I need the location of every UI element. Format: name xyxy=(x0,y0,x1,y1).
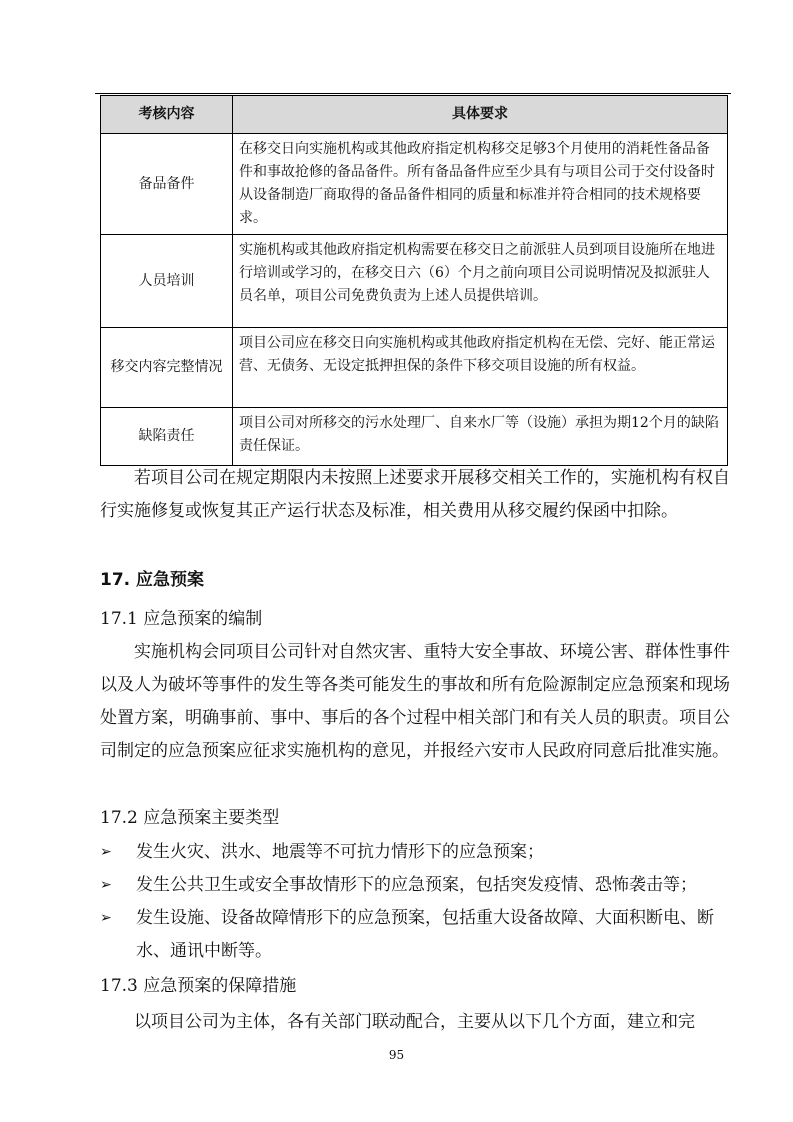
list-item xyxy=(100,836,730,869)
page-number: 95 xyxy=(388,1048,405,1062)
subsection-heading-17-2: 17.2 应急预案主要类型 xyxy=(100,808,280,828)
paragraph-17-1: 实施机构会同项目公司针对自然灾害、重特大安全事故、环境公害、群体性事件以及人为破坏等事件的发生等各类可能发生的事故和所有危险源制定应急预案和现场处置方案，明确事前、事中、事后的各个过程中相关部门和有关人员的职责。项目公司制定的应急预案应征求实施机构的意见，并报经六安市人民政府同意后批准实施。 xyxy=(100,642,730,761)
list-item xyxy=(100,902,730,968)
row-detail: 项目公司应在移交日向实施机构或其他政府指定机构在无偿、完好、能正常运营、无债务、无设定抵押担保的条件下移交项目设施的所有权益。 xyxy=(233,328,728,408)
list-item-text: 发生公共卫生或安全事故情形下的应急预案，包括突发疫情、恐怖袭击等； xyxy=(136,875,697,895)
header-detail: 具体要求 xyxy=(233,96,728,134)
paragraph-17-3: 以项目公司为主体，各有关部门联动配合，主要从以下几个方面，建立和完 xyxy=(134,1012,695,1032)
row-detail: 在移交日向实施机构或其他政府指定机构移交足够3个月使用的消耗性备品备件和事故抢修的备品备件。所有备品备件应至少具有与项目公司于交付设备时从设备制造厂商取得的备品备件相同的质量和标准并符合相同的技术规格要求。 xyxy=(233,134,728,235)
table-row xyxy=(101,408,728,466)
row-detail: 实施机构或其他政府指定机构需要在移交日之前派驻人员到项目设施所在地进行培训或学习的，在移交日六（6）个月之前向项目公司说明情况及拟派驻人员名单，项目公司免费负责为上述人员提供培训。 xyxy=(233,235,728,328)
arrow-bullet-icon: ➢ xyxy=(100,877,112,893)
subsection-heading-17-3: 17.3 应急预案的保障措施 xyxy=(100,976,297,996)
row-item: 备品备件 xyxy=(101,134,233,235)
requirements-table xyxy=(100,95,728,466)
row-detail: 项目公司对所移交的污水处理厂、自来水厂等（设施）承担为期12个月的缺陷责任保证。 xyxy=(233,408,728,466)
arrow-bullet-icon: ➢ xyxy=(100,910,112,926)
table-header-row xyxy=(101,96,728,134)
row-item: 人员培训 xyxy=(101,235,233,328)
list-item-text: 发生火灾、洪水、地震等不可抗力情形下的应急预案； xyxy=(136,842,544,862)
section-heading: 17. 应急预案 xyxy=(100,570,205,590)
list-item-text: 发生设施、设备故障情形下的应急预案，包括重大设备故障、大面积断电、断水、通讯中断等。 xyxy=(136,908,714,961)
list-item xyxy=(100,869,730,902)
header-rule xyxy=(95,93,731,94)
header-item: 考核内容 xyxy=(101,96,233,134)
paragraph-after-table: 若项目公司在规定期限内未按照上述要求开展移交相关工作的，实施机构有权自行实施修复或恢复其正产运行状态及标准，相关费用从移交履约保函中扣除。 xyxy=(100,468,730,521)
table-row xyxy=(101,235,728,328)
arrow-bullet-icon: ➢ xyxy=(100,844,112,860)
subsection-heading-17-1: 17.1 应急预案的编制 xyxy=(100,609,263,629)
table-row xyxy=(101,328,728,408)
table-row xyxy=(101,134,728,235)
row-item: 移交内容完整情况 xyxy=(101,328,233,408)
row-item: 缺陷责任 xyxy=(101,408,233,466)
